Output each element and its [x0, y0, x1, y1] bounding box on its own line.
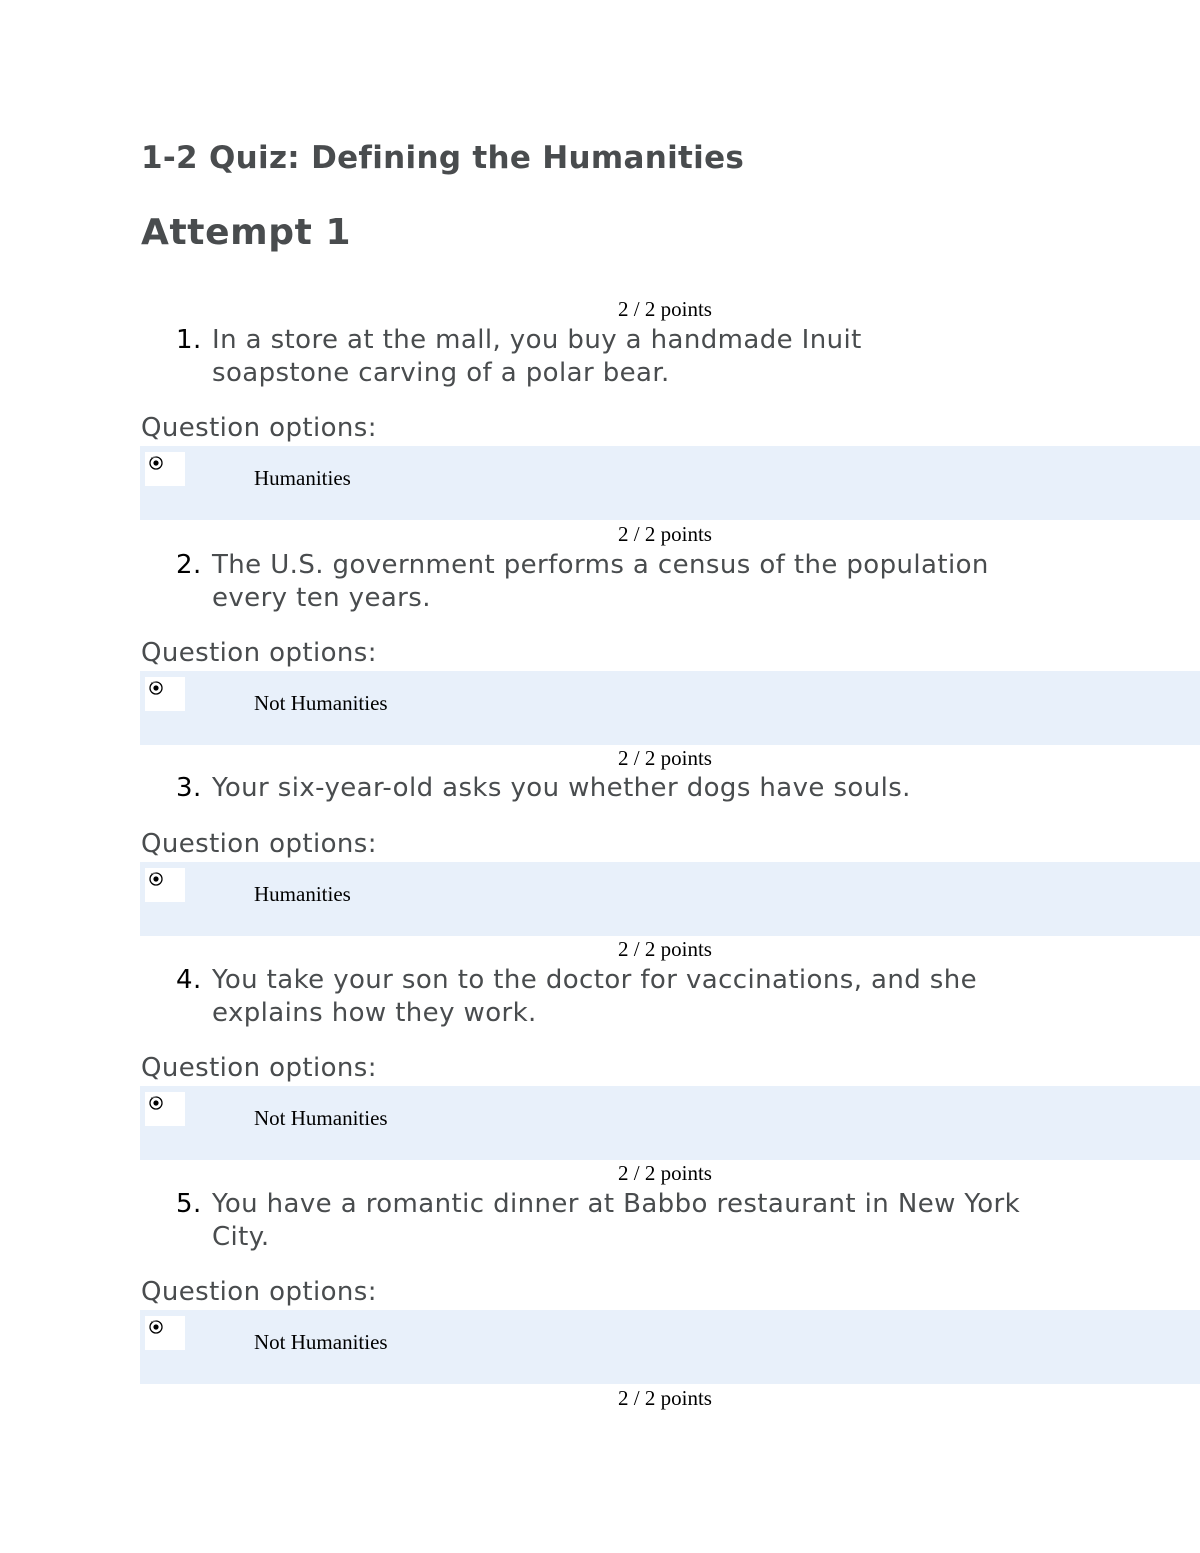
question-5-number: 5.: [176, 1189, 202, 1219]
question-4-points: 2 / 2 points: [618, 937, 712, 961]
question-4-number: 4.: [176, 965, 202, 995]
question-3-answer-row: [140, 862, 1200, 936]
question-3-options-label: Question options:: [141, 829, 377, 859]
quiz-title: 1-2 Quiz: Defining the Humanities: [141, 140, 745, 176]
question-4-radio[interactable]: [145, 1092, 185, 1126]
question-2-radio[interactable]: [145, 677, 185, 711]
radio-selected-icon: [148, 1095, 168, 1115]
question-3-radio[interactable]: [145, 868, 185, 902]
question-1-answer: Humanities: [254, 466, 351, 490]
question-2-text: The U.S. government performs a census of the population every ten years.: [212, 550, 989, 613]
question-3: [176, 772, 1056, 805]
question-5-answer: Not Humanities: [254, 1330, 388, 1354]
question-1-points: 2 / 2 points: [618, 297, 712, 321]
question-3-number: 3.: [176, 773, 202, 803]
question-1: [176, 324, 1056, 390]
question-3-text: Your six-year-old asks you whether dogs have souls.: [212, 773, 911, 803]
question-5: [176, 1188, 1056, 1254]
question-5-answer-row: [140, 1310, 1200, 1384]
question-4-options-label: Question options:: [141, 1053, 377, 1083]
question-6-points: 2 / 2 points: [618, 1386, 712, 1410]
question-1-radio[interactable]: [145, 452, 185, 486]
question-1-answer-row: [140, 446, 1200, 520]
attempt-heading: Attempt 1: [141, 212, 352, 253]
question-2-answer-row: [140, 671, 1200, 745]
question-4: [176, 964, 1056, 1030]
question-3-points: 2 / 2 points: [618, 746, 712, 770]
question-1-text: In a store at the mall, you buy a handmade Inuit soapstone carving of a polar bear.: [212, 325, 862, 388]
question-2-options-label: Question options:: [141, 638, 377, 668]
radio-selected-icon: [148, 455, 168, 475]
radio-selected-icon: [148, 871, 168, 891]
radio-selected-icon: [148, 680, 168, 700]
question-4-text: You take your son to the doctor for vaccinations, and she explains how they work.: [212, 965, 978, 1028]
question-5-points: 2 / 2 points: [618, 1161, 712, 1185]
question-2-number: 2.: [176, 550, 202, 580]
question-5-radio[interactable]: [145, 1316, 185, 1350]
question-2-answer: Not Humanities: [254, 691, 388, 715]
question-4-answer: Not Humanities: [254, 1106, 388, 1130]
question-5-options-label: Question options:: [141, 1277, 377, 1307]
question-1-number: 1.: [176, 325, 202, 355]
question-2: [176, 549, 1056, 615]
question-2-points: 2 / 2 points: [618, 522, 712, 546]
question-1-options-label: Question options:: [141, 413, 377, 443]
radio-selected-icon: [148, 1319, 168, 1339]
question-4-answer-row: [140, 1086, 1200, 1160]
question-5-text: You have a romantic dinner at Babbo restaurant in New York City.: [212, 1189, 1021, 1252]
question-3-answer: Humanities: [254, 882, 351, 906]
